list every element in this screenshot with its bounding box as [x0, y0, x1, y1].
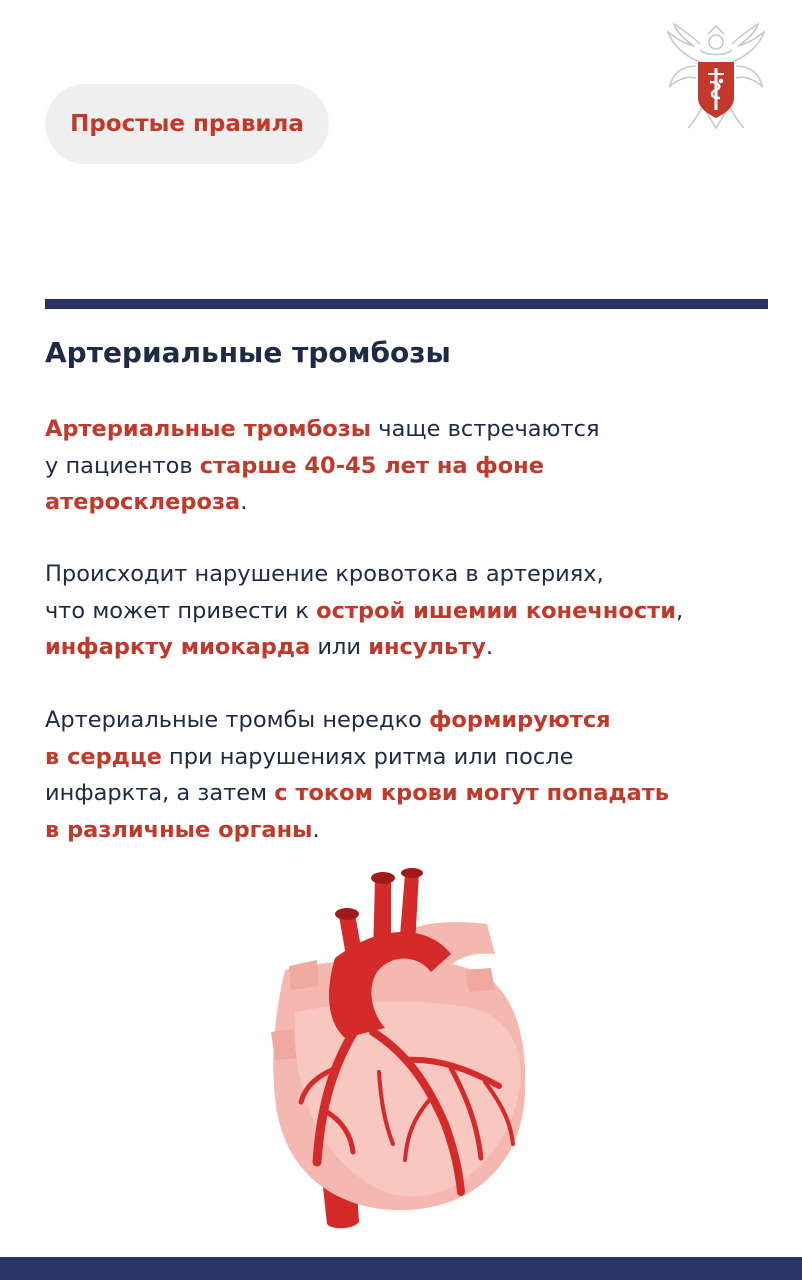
body-text: , [675, 597, 684, 624]
body-text: . [485, 634, 494, 660]
body-text: Происходит нарушение кровотока в артериях, [45, 561, 604, 587]
emphasis-text: формируются [429, 707, 611, 733]
emphasis-text: острой ишемии конечности [316, 597, 676, 624]
emphasis-text: старше 40-45 лет на фоне [199, 452, 544, 479]
bottom-bar [0, 1257, 802, 1280]
emphasis-text: с током крови могут попадать [274, 780, 669, 806]
simple-rules-badge [45, 84, 329, 164]
emphasis-text: атеросклероза [45, 489, 241, 515]
anatomical-heart-icon [255, 862, 545, 1234]
paragraph-heart-origin [45, 702, 765, 848]
body-text: инфаркта, а затем [45, 780, 275, 806]
ministry-of-health-emblem-icon [662, 22, 770, 132]
body-text: или [310, 634, 369, 660]
body-text: при нарушениях ритма или после [161, 743, 574, 770]
body-text: Артериальные тромбы нередко [45, 707, 430, 733]
emphasis-text: в различные органы [45, 816, 313, 843]
body-text: что может привести к [45, 597, 317, 624]
body-text: у пациентов [45, 452, 200, 479]
page-title: Артериальные тромбозы [45, 336, 451, 369]
paragraph-consequences [45, 556, 765, 666]
top-divider [45, 299, 768, 309]
badge-label: Простые правила [70, 111, 304, 137]
emphasis-text: инсульту [368, 634, 486, 660]
paragraph-age-risk [45, 411, 765, 521]
body-text: . [240, 489, 248, 515]
emphasis-text: инфаркту миокарда [45, 634, 311, 660]
emphasis-text: в сердце [45, 743, 162, 770]
body-text: чаще встречаются [371, 416, 600, 442]
body-text: . [312, 816, 320, 843]
emphasis-text: Артериальные тромбозы [45, 416, 372, 442]
